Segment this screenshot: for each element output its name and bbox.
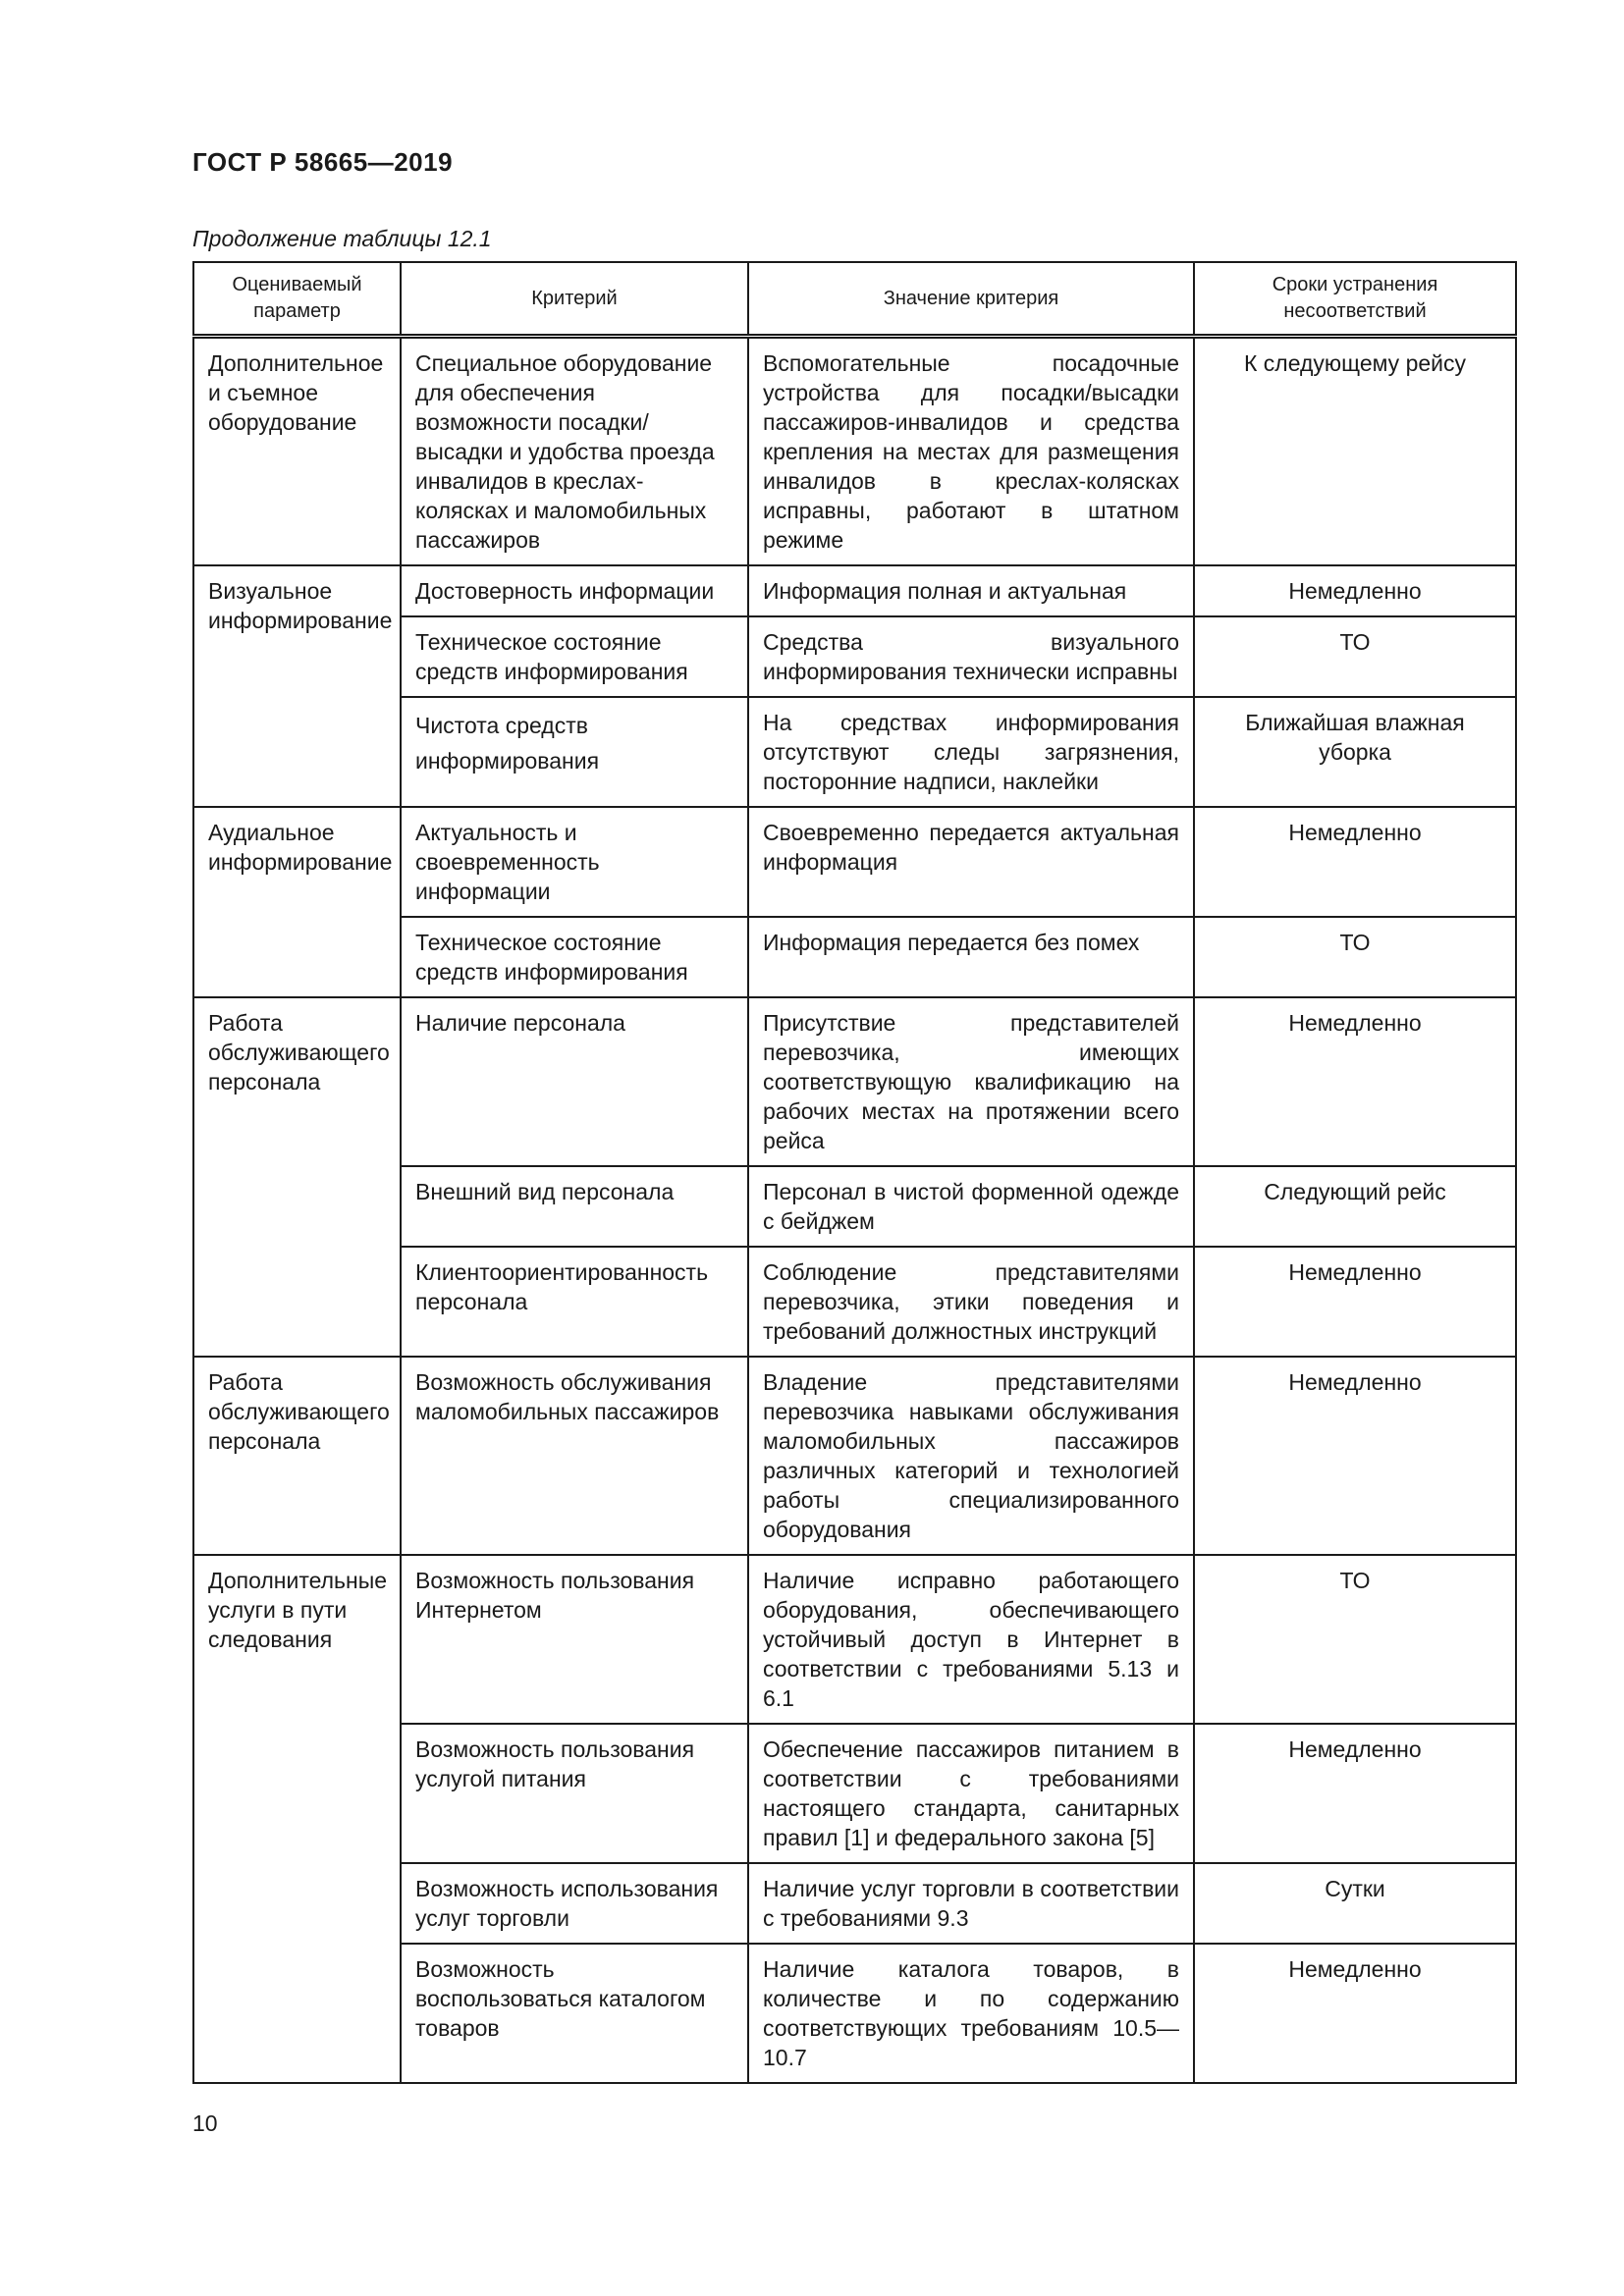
- value-cell: На средствах информирования отсутствуют следы загрязнения, посторонние надписи, наклейки: [748, 697, 1194, 807]
- criterion-cell: Достоверность информации: [401, 565, 748, 616]
- criterion-cell: Внешний вид персонала: [401, 1166, 748, 1247]
- column-header-value: Значение критерия: [748, 262, 1194, 337]
- value-cell: Персонал в чистой форменной одежде с бейджем: [748, 1166, 1194, 1247]
- column-header-parameter: Оцениваемый параметр: [193, 262, 401, 337]
- criterion-cell: Техническое состояние средств информирования: [401, 917, 748, 997]
- parameter-cell: Дополнительное и съемное оборудование: [193, 337, 401, 566]
- parameter-cell: Визуальное информирование: [193, 565, 401, 807]
- deadline-cell: Следующий рейс: [1194, 1166, 1516, 1247]
- column-header-deadline: Сроки устранения несоответствий: [1194, 262, 1516, 337]
- value-cell: Наличие каталога товаров, в количестве и по содержанию соответствующих требованиям 10.5—10.7: [748, 1944, 1194, 2083]
- value-cell: Средства визуального информирования технически исправны: [748, 616, 1194, 697]
- table-row: [193, 1555, 1516, 1724]
- criterion-cell: Возможность обслуживания маломобильных пассажиров: [401, 1357, 748, 1555]
- parameter-cell: Работа обслуживающего персонала: [193, 1357, 401, 1555]
- deadline-cell: ТО: [1194, 1555, 1516, 1724]
- criterion-cell: Специальное оборудование для обеспечения возможности посадки/высадки и удобства проезда инвалидов в креслах-колясках и маломобильных пассажиров: [401, 337, 748, 566]
- deadline-cell: ТО: [1194, 616, 1516, 697]
- deadline-cell: Немедленно: [1194, 1357, 1516, 1555]
- value-cell: Наличие услуг торговли в соответствии с требованиями 9.3: [748, 1863, 1194, 1944]
- deadline-cell: Ближайшая влажная уборка: [1194, 697, 1516, 807]
- table-row: [193, 1357, 1516, 1555]
- criteria-table: [192, 261, 1517, 2084]
- parameter-cell: Аудиальное информирование: [193, 807, 401, 997]
- criterion-cell: Техническое состояние средств информирования: [401, 616, 748, 697]
- criterion-cell: Чистота средств информирования: [401, 697, 748, 807]
- value-cell: Соблюдение представителями перевозчика, этики поведения и требований должностных инструкций: [748, 1247, 1194, 1357]
- value-cell: Обеспечение пассажиров питанием в соответствии с требованиями настоящего стандарта, санитарных правил [1] и федерального закона [5]: [748, 1724, 1194, 1863]
- criterion-cell: Возможность пользования Интернетом: [401, 1555, 748, 1724]
- criterion-cell: Возможность воспользоваться каталогом товаров: [401, 1944, 748, 2083]
- value-cell: Информация полная и актуальная: [748, 565, 1194, 616]
- value-cell: Вспомогательные посадочные устройства для посадки/высадки пассажиров-инвалидов и средства крепления на местах для размещения инвалидов в креслах-колясках исправны, работают в штатном режиме: [748, 337, 1194, 566]
- criterion-cell: Возможность пользования услугой питания: [401, 1724, 748, 1863]
- document-header: ГОСТ Р 58665—2019: [192, 147, 454, 177]
- parameter-cell: Работа обслуживающего персонала: [193, 997, 401, 1357]
- value-cell: Наличие исправно работающего оборудования, обеспечивающего устойчивый доступ в Интернет в соответствии с требованиями 5.13 и 6.1: [748, 1555, 1194, 1724]
- deadline-cell: Сутки: [1194, 1863, 1516, 1944]
- value-cell: Присутствие представителей перевозчика, имеющих соответствующую квалификацию на рабочих местах на протяжении всего рейса: [748, 997, 1194, 1166]
- deadline-cell: Немедленно: [1194, 1944, 1516, 2083]
- criterion-cell: Возможность использования услуг торговли: [401, 1863, 748, 1944]
- value-cell: Владение представителями перевозчика навыками обслуживания маломобильных пассажиров различных категорий и технологией работы специализированного оборудования: [748, 1357, 1194, 1555]
- criterion-cell: Клиентоориентированность персонала: [401, 1247, 748, 1357]
- table-row: [193, 565, 1516, 616]
- deadline-cell: Немедленно: [1194, 1724, 1516, 1863]
- criterion-cell: Актуальность и своевременность информации: [401, 807, 748, 917]
- table-row: [193, 807, 1516, 917]
- deadline-cell: Немедленно: [1194, 807, 1516, 917]
- table-row: [193, 997, 1516, 1166]
- deadline-cell: Немедленно: [1194, 1247, 1516, 1357]
- table-caption: Продолжение таблицы 12.1: [192, 226, 492, 251]
- value-cell: Информация передается без помех: [748, 917, 1194, 997]
- deadline-cell: Немедленно: [1194, 997, 1516, 1166]
- deadline-cell: К следующему рейсу: [1194, 337, 1516, 566]
- value-cell: Своевременно передается актуальная информация: [748, 807, 1194, 917]
- page-number: 10: [192, 2110, 218, 2136]
- deadline-cell: ТО: [1194, 917, 1516, 997]
- parameter-cell: Дополнительные услуги в пути следования: [193, 1555, 401, 2083]
- table-header-row: [193, 262, 1516, 337]
- column-header-criterion: Критерий: [401, 262, 748, 337]
- deadline-cell: Немедленно: [1194, 565, 1516, 616]
- criterion-cell: Наличие персонала: [401, 997, 748, 1166]
- table-row: [193, 337, 1516, 566]
